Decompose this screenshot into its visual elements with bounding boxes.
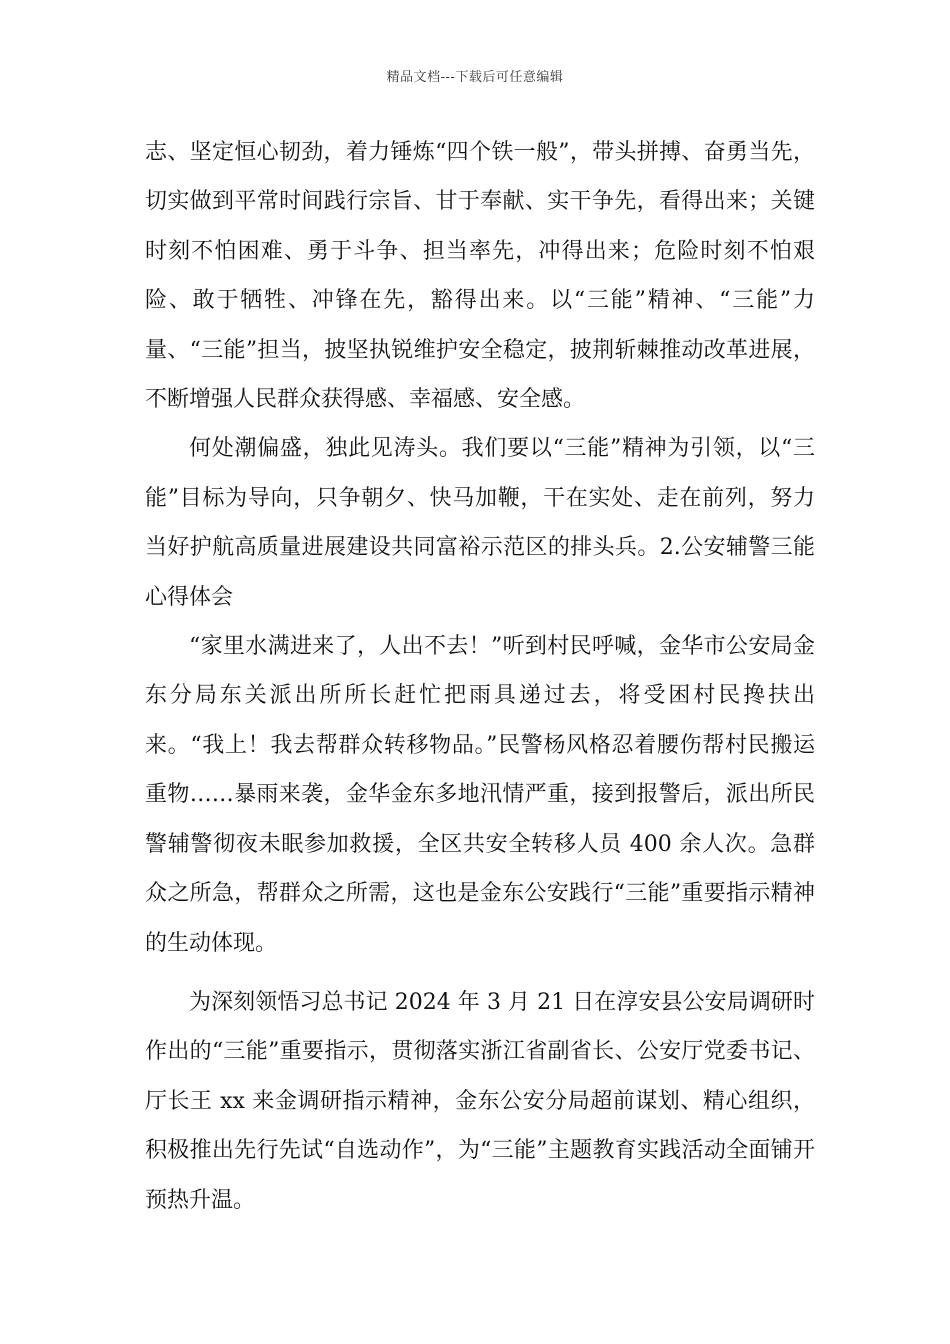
paragraph-spacer [145, 968, 815, 978]
paragraph-3: “家里水满进来了，人出不去！”听到村民呼喊，金华市公安局金东分局东关派出所所长赶忙把雨具递过去，将受困村民搀扶出来。“我上！我去帮群众转移物品。”民警杨风格忍着腰伤帮村民搬运重物……暴雨来袭，金华金东多地汛情严重，接到报警后，派出所民警辅警彻夜未眠参加救援，全区共安全转移人员 400 余人次。急群众之所急，帮群众之所需，这也是金东公安践行“三能”重要指示精神的生动体现。 [145, 634, 815, 956]
page-header: 精品文档---下载后可任意编辑 [386, 70, 564, 85]
document-body [145, 128, 815, 1225]
paragraph-2: 何处潮偏盛，独此见涛头。我们要以“三能”精神为引领，以“三能”目标为导向，只争朝夕、快马加鞭，干在实处、走在前列，努力当好护航高质量进展建设共同富裕示范区的排头兵。2.公安辅警三能心得体会 [145, 436, 815, 610]
paragraph-1: 志、坚定恒心韧劲，着力锤炼“四个铁一般”，带头拼搏、奋勇当先，切实做到平常时间践行宗旨、甘于奉献、实干争先，看得出来；关键时刻不怕困难、勇于斗争、担当率先，冲得出来；危险时刻不怕艰险、敢于牺牲、冲锋在先，豁得出来。以“三能”精神、“三能”力量、“三能”担当，披坚执锐维护安全稳定，披荆斩棘推动改革进展，不断增强人民群众获得感、幸福感、安全感。 [145, 140, 815, 413]
paragraph-4: 为深刻领悟习总书记 2024 年 3 月 21 日在淳安县公安局调研时作出的“三能”重要指示，贯彻落实浙江省副省长、公安厅党委书记、厅长王 xx 来金调研指示精神，金东公安分局超前谋划、精心组织，积极推出先行先试“自选动作”，为“三能”主题教育实践活动全面铺开预热升温。 [145, 989, 815, 1213]
